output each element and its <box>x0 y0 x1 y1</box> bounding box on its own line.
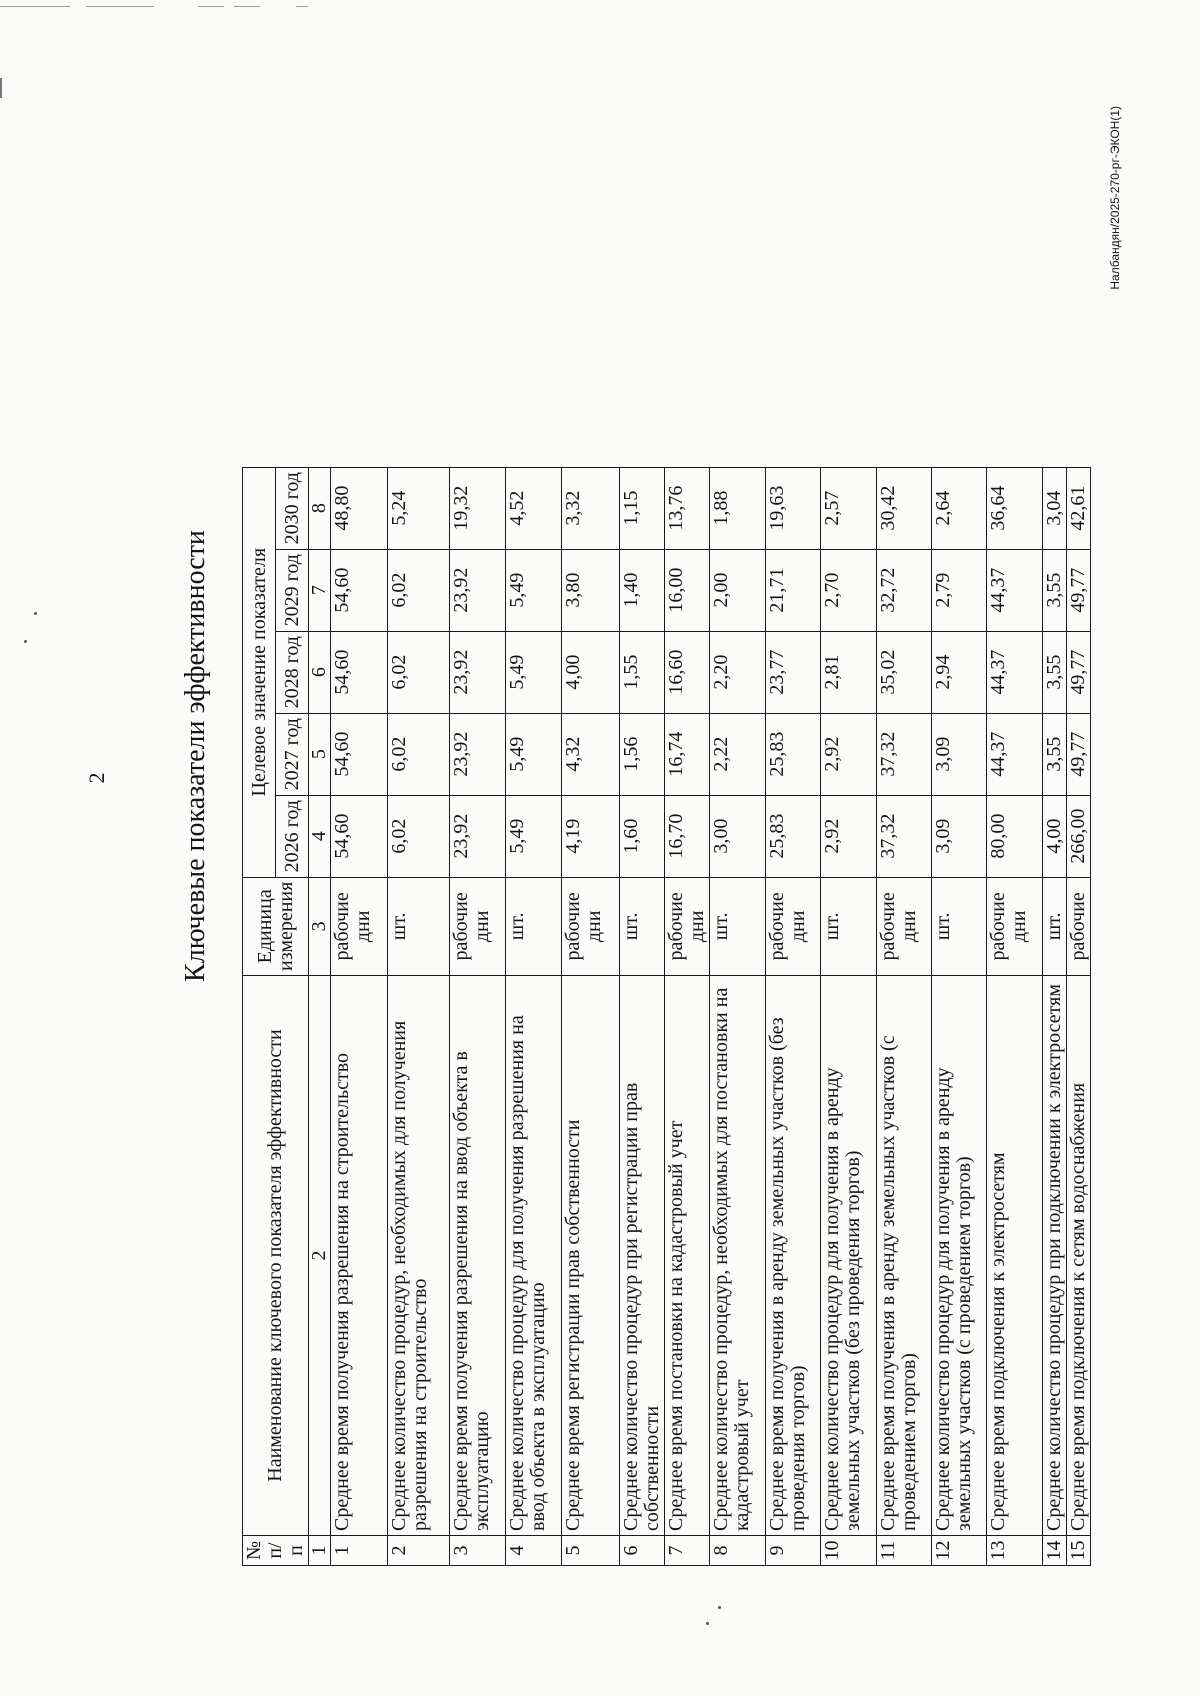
target-value: 23,92 <box>450 713 506 795</box>
target-value: 3,00 <box>710 795 766 877</box>
target-value: 3,80 <box>562 549 620 631</box>
header-unit: Единица измерения <box>243 877 309 975</box>
unit-of-measure: шт. <box>932 877 987 975</box>
row-number: 12 <box>932 1536 987 1566</box>
header-year: 2027 год <box>276 713 309 795</box>
unit-of-measure: рабочие дни <box>331 877 388 975</box>
target-value: 49,77 <box>1067 713 1091 795</box>
table-row <box>331 467 388 1565</box>
target-value: 6,02 <box>388 549 450 631</box>
table-row <box>1043 467 1067 1565</box>
header-year: 2029 год <box>276 549 309 631</box>
target-value: 2,81 <box>821 631 877 713</box>
table-row <box>932 467 987 1565</box>
unit-of-measure: рабочие дни <box>766 877 821 975</box>
column-index: 7 <box>309 549 331 631</box>
target-value: 16,60 <box>665 631 710 713</box>
column-index: 5 <box>309 713 331 795</box>
target-value: 2,94 <box>932 631 987 713</box>
target-value: 36,64 <box>987 467 1043 549</box>
indicator-name: Среднее количество процедур, необходимых для постановки на кадастровый учет <box>710 976 766 1536</box>
unit-of-measure: рабочие дни <box>450 877 506 975</box>
table-row <box>506 467 562 1565</box>
target-value: 4,00 <box>1043 795 1067 877</box>
target-value: 1,56 <box>620 713 665 795</box>
row-number: 11 <box>877 1536 932 1566</box>
unit-of-measure: шт. <box>388 877 450 975</box>
target-value: 54,60 <box>331 631 388 713</box>
column-index: 3 <box>309 877 331 975</box>
unit-of-measure: шт. <box>506 877 562 975</box>
target-value: 23,92 <box>450 631 506 713</box>
indicator-name: Среднее количество процедур, необходимых для получения разрешения на строительство <box>388 976 450 1536</box>
target-value: 4,52 <box>506 467 562 549</box>
target-value: 80,00 <box>987 795 1043 877</box>
target-value: 3,04 <box>1043 467 1067 549</box>
unit-of-measure: шт. <box>620 877 665 975</box>
target-value: 49,77 <box>1067 631 1091 713</box>
target-value: 4,32 <box>562 713 620 795</box>
target-value: 3,09 <box>932 795 987 877</box>
indicator-name: Среднее время постановки на кадастровый учет <box>665 976 710 1536</box>
target-value: 30,42 <box>877 467 932 549</box>
target-value: 2,79 <box>932 549 987 631</box>
row-number: 7 <box>665 1536 710 1566</box>
target-value: 2,57 <box>821 467 877 549</box>
row-number: 1 <box>331 1536 388 1566</box>
target-value: 1,15 <box>620 467 665 549</box>
target-value: 23,92 <box>450 549 506 631</box>
target-value: 1,60 <box>620 795 665 877</box>
table-row <box>562 467 620 1565</box>
row-number: 13 <box>987 1536 1043 1566</box>
target-value: 44,37 <box>987 713 1043 795</box>
target-value: 2,92 <box>821 713 877 795</box>
target-value: 19,63 <box>766 467 821 549</box>
table-row <box>1067 467 1091 1565</box>
unit-of-measure: рабочие дни <box>987 877 1043 975</box>
target-value: 5,49 <box>506 549 562 631</box>
indicator-name: Среднее время получения в аренду земельных участков (с проведением торгов) <box>877 976 932 1536</box>
target-value: 3,55 <box>1043 549 1067 631</box>
indicator-name: Среднее время получения в аренду земельных участков (без проведения торгов) <box>766 976 821 1536</box>
target-value: 23,77 <box>766 631 821 713</box>
target-value: 3,55 <box>1043 713 1067 795</box>
unit-of-measure: шт. <box>821 877 877 975</box>
unit-of-measure: шт. <box>1043 877 1067 975</box>
indicator-name: Среднее количество процедур для получения в аренду земельных участков (без проведения торгов) <box>821 976 877 1536</box>
column-index: 2 <box>309 976 331 1536</box>
header-target: Целевое значение показателя <box>243 467 276 877</box>
target-value: 1,88 <box>710 467 766 549</box>
target-value: 23,92 <box>450 795 506 877</box>
table-row <box>450 467 506 1565</box>
target-value: 2,92 <box>821 795 877 877</box>
target-value: 5,24 <box>388 467 450 549</box>
row-number: 9 <box>766 1536 821 1566</box>
indicator-name: Среднее количество процедур для получения разрешения на ввод объекта в эксплуатацию <box>506 976 562 1536</box>
target-value: 32,72 <box>877 549 932 631</box>
row-number: 10 <box>821 1536 877 1566</box>
unit-of-measure: шт. <box>710 877 766 975</box>
row-number: 8 <box>710 1536 766 1566</box>
column-index: 4 <box>309 795 331 877</box>
target-value: 2,64 <box>932 467 987 549</box>
target-value: 54,60 <box>331 549 388 631</box>
indicator-name: Среднее время регистрации прав собственности <box>562 976 620 1536</box>
target-value: 13,76 <box>665 467 710 549</box>
target-value: 44,37 <box>987 549 1043 631</box>
target-value: 25,83 <box>766 795 821 877</box>
column-index-row <box>309 467 331 1565</box>
target-value: 54,60 <box>331 795 388 877</box>
target-value: 42,61 <box>1067 467 1091 549</box>
target-value: 16,00 <box>665 549 710 631</box>
row-number: 6 <box>620 1536 665 1566</box>
indicator-name: Среднее количество процедур при подключении к электросетям <box>1043 976 1067 1536</box>
target-value: 5,49 <box>506 795 562 877</box>
indicator-name: Среднее время получения разрешения на ввод объекта в эксплуатацию <box>450 976 506 1536</box>
row-number: 3 <box>450 1536 506 1566</box>
target-value: 6,02 <box>388 631 450 713</box>
header-year: 2026 год <box>276 795 309 877</box>
target-value: 1,55 <box>620 631 665 713</box>
target-value: 48,80 <box>331 467 388 549</box>
indicator-name: Среднее количество процедур для получения в аренду земельных участков (с проведением торгов) <box>932 976 987 1536</box>
target-value: 2,20 <box>710 631 766 713</box>
table-row <box>766 467 821 1565</box>
target-value: 25,83 <box>766 713 821 795</box>
header-year: 2030 год <box>276 467 309 549</box>
unit-of-measure: рабочие дни <box>562 877 620 975</box>
document-title: Ключевые показатели эффективности <box>180 530 211 982</box>
indicator-name: Среднее количество процедур при регистрации прав собственности <box>620 976 665 1536</box>
column-index: 6 <box>309 631 331 713</box>
table-row <box>620 467 665 1565</box>
target-value: 3,55 <box>1043 631 1067 713</box>
row-number: 14 <box>1043 1536 1067 1566</box>
page-number: 2 <box>84 772 109 784</box>
target-value: 37,32 <box>877 713 932 795</box>
target-value: 16,74 <box>665 713 710 795</box>
target-value: 3,09 <box>932 713 987 795</box>
header-year: 2028 год <box>276 631 309 713</box>
target-value: 19,32 <box>450 467 506 549</box>
header-name: Наименование ключевого показателя эффективности <box>243 976 309 1536</box>
kpi-table <box>242 467 1091 1566</box>
row-number: 5 <box>562 1536 620 1566</box>
row-number: 2 <box>388 1536 450 1566</box>
target-value: 54,60 <box>331 713 388 795</box>
target-value: 49,77 <box>1067 549 1091 631</box>
target-value: 16,70 <box>665 795 710 877</box>
document-stamp: Налбандян/2025-270-рг-ЭКОН(1) <box>1108 106 1122 290</box>
target-value: 266,00 <box>1067 795 1091 877</box>
table-row <box>388 467 450 1565</box>
target-value: 37,32 <box>877 795 932 877</box>
target-value: 1,40 <box>620 549 665 631</box>
target-value: 4,19 <box>562 795 620 877</box>
table-row <box>877 467 932 1565</box>
table-row <box>987 467 1043 1565</box>
indicator-name: Среднее время получения разрешения на строительство <box>331 976 388 1536</box>
target-value: 35,02 <box>877 631 932 713</box>
target-value: 6,02 <box>388 713 450 795</box>
target-value: 2,70 <box>821 549 877 631</box>
column-index: 8 <box>309 467 331 549</box>
table-row <box>665 467 710 1565</box>
indicator-name: Среднее время подключения к электросетям <box>987 976 1043 1536</box>
target-value: 4,00 <box>562 631 620 713</box>
table-header-row <box>243 467 276 1565</box>
header-no: № п/п <box>243 1536 309 1566</box>
target-value: 5,49 <box>506 631 562 713</box>
column-index: 1 <box>309 1536 331 1566</box>
target-value: 2,22 <box>710 713 766 795</box>
row-number: 15 <box>1067 1536 1091 1566</box>
unit-of-measure: рабочие дни <box>877 877 932 975</box>
table-row <box>821 467 877 1565</box>
unit-of-measure: рабочие дни <box>665 877 710 975</box>
unit-of-measure: рабочие <box>1067 877 1091 975</box>
row-number: 4 <box>506 1536 562 1566</box>
target-value: 5,49 <box>506 713 562 795</box>
table-row <box>710 467 766 1565</box>
target-value: 2,00 <box>710 549 766 631</box>
target-value: 44,37 <box>987 631 1043 713</box>
indicator-name: Среднее время подключения к сетям водоснабжения <box>1067 976 1091 1536</box>
target-value: 21,71 <box>766 549 821 631</box>
target-value: 3,32 <box>562 467 620 549</box>
target-value: 6,02 <box>388 795 450 877</box>
